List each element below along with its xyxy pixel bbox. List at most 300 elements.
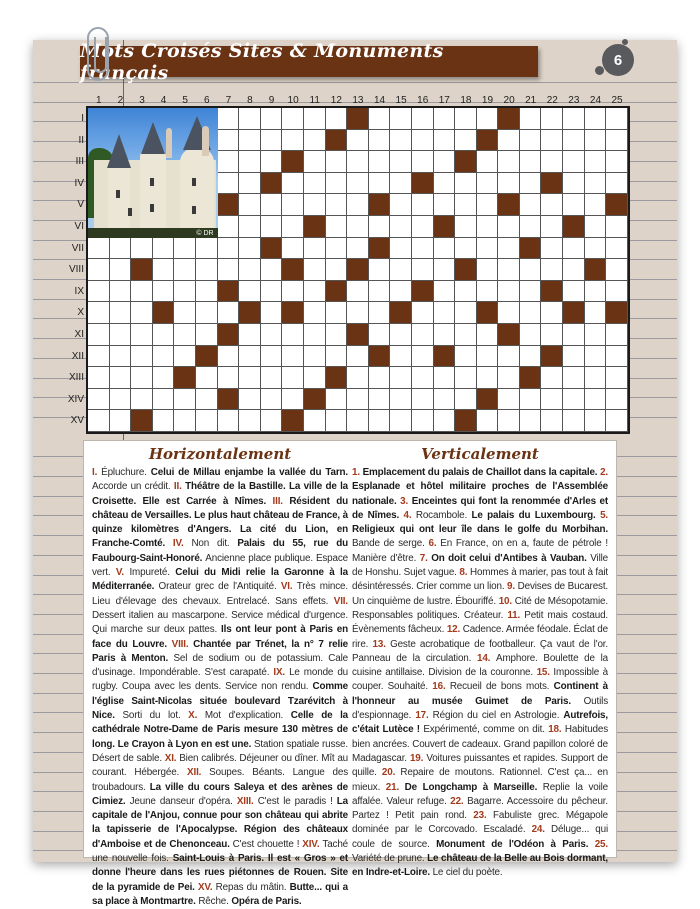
grid-cell[interactable] (88, 324, 110, 346)
grid-cell[interactable] (218, 108, 240, 130)
grid-cell[interactable] (541, 302, 563, 324)
grid-cell[interactable] (455, 130, 477, 152)
grid-cell[interactable] (434, 302, 456, 324)
grid-cell[interactable] (498, 389, 520, 411)
grid-cell[interactable] (153, 281, 175, 303)
grid-cell[interactable] (606, 151, 628, 173)
grid-cell[interactable] (347, 389, 369, 411)
grid-cell[interactable] (606, 346, 628, 368)
grid-cell[interactable] (282, 281, 304, 303)
grid-cell[interactable] (520, 151, 542, 173)
grid-cell[interactable] (282, 108, 304, 130)
grid-cell[interactable] (520, 108, 542, 130)
clue-text: Dessert italien au mascarpone. Service médical d'urgence. Qui marche sur deux pattes. (92, 609, 348, 636)
grid-cell[interactable] (369, 324, 391, 346)
black-cell (498, 324, 520, 346)
grid-cell[interactable] (477, 151, 499, 173)
grid-cell[interactable] (455, 389, 477, 411)
grid-cell[interactable] (520, 130, 542, 152)
grid-cell[interactable] (390, 173, 412, 195)
grid-cell[interactable] (585, 389, 607, 411)
grid-cell[interactable] (412, 389, 434, 411)
grid-cell[interactable] (498, 346, 520, 368)
grid-cell[interactable] (585, 173, 607, 195)
grid-cell[interactable] (110, 238, 132, 260)
grid-cell[interactable] (477, 194, 499, 216)
grid-cell[interactable] (369, 367, 391, 389)
grid-cell[interactable] (520, 173, 542, 195)
grid-cell[interactable] (282, 238, 304, 260)
grid-cell[interactable] (261, 194, 283, 216)
grid-cell[interactable] (498, 281, 520, 303)
grid-cell[interactable] (434, 238, 456, 260)
grid-cell[interactable] (326, 151, 348, 173)
grid-cell[interactable] (520, 259, 542, 281)
grid-cell[interactable] (282, 346, 304, 368)
grid-cell[interactable] (541, 151, 563, 173)
grid-cell[interactable] (455, 346, 477, 368)
grid-cell[interactable] (196, 238, 218, 260)
grid-cell[interactable] (412, 151, 434, 173)
grid-cell[interactable] (520, 346, 542, 368)
grid-cell[interactable] (390, 367, 412, 389)
grid-cell[interactable] (412, 259, 434, 281)
grid-cell[interactable] (498, 216, 520, 238)
grid-cell[interactable] (261, 302, 283, 324)
grid-cell[interactable] (239, 130, 261, 152)
grid-cell[interactable] (477, 238, 499, 260)
grid-cell[interactable] (434, 324, 456, 346)
grid-cell[interactable] (218, 216, 240, 238)
grid-cell[interactable] (261, 367, 283, 389)
grid-cell[interactable] (174, 238, 196, 260)
grid-cell[interactable] (326, 259, 348, 281)
grid-cell[interactable] (563, 238, 585, 260)
grid-cell[interactable] (261, 324, 283, 346)
grid-cell[interactable] (218, 346, 240, 368)
grid-cell[interactable] (304, 151, 326, 173)
grid-cell[interactable] (347, 173, 369, 195)
grid-cell[interactable] (218, 130, 240, 152)
grid-cell[interactable] (541, 194, 563, 216)
grid-cell[interactable] (390, 410, 412, 432)
grid-cell[interactable] (477, 216, 499, 238)
grid-cell[interactable] (369, 410, 391, 432)
grid-cell[interactable] (174, 389, 196, 411)
grid-cell[interactable] (326, 346, 348, 368)
grid-cell[interactable] (131, 346, 153, 368)
grid-cell[interactable] (412, 324, 434, 346)
grid-cell[interactable] (347, 216, 369, 238)
grid-cell[interactable] (174, 324, 196, 346)
grid-cell[interactable] (304, 346, 326, 368)
grid-cell[interactable] (585, 324, 607, 346)
grid-cell[interactable] (563, 324, 585, 346)
grid-cell[interactable] (585, 130, 607, 152)
grid-cell[interactable] (218, 238, 240, 260)
grid-cell[interactable] (390, 238, 412, 260)
clue-text: Repas du mâtin. (215, 881, 290, 893)
grid-cell[interactable] (304, 130, 326, 152)
grid-cell[interactable] (347, 410, 369, 432)
grid-cell[interactable] (434, 281, 456, 303)
grid-cell[interactable] (390, 346, 412, 368)
grid-cell[interactable] (606, 410, 628, 432)
grid-cell[interactable] (153, 324, 175, 346)
grid-cell[interactable] (541, 367, 563, 389)
grid-cell[interactable] (563, 281, 585, 303)
grid-cell[interactable] (541, 410, 563, 432)
grid-cell[interactable] (326, 324, 348, 346)
clue-number: XI. (164, 752, 180, 764)
grid-cell[interactable] (239, 367, 261, 389)
grid-cell[interactable] (131, 281, 153, 303)
grid-cell[interactable] (110, 367, 132, 389)
grid-cell[interactable] (326, 173, 348, 195)
grid-cell[interactable] (88, 259, 110, 281)
grid-cell[interactable] (239, 108, 261, 130)
grid-cell[interactable] (606, 108, 628, 130)
grid-cell[interactable] (606, 238, 628, 260)
grid-cell[interactable] (347, 281, 369, 303)
grid-cell[interactable] (369, 259, 391, 281)
grid-cell[interactable] (498, 367, 520, 389)
clue-number: 25. (594, 838, 608, 850)
grid-cell[interactable] (455, 238, 477, 260)
grid-cell[interactable] (326, 108, 348, 130)
grid-cell[interactable] (347, 367, 369, 389)
grid-cell[interactable] (110, 302, 132, 324)
grid-cell[interactable] (520, 194, 542, 216)
grid-cell[interactable] (390, 151, 412, 173)
grid-cell[interactable] (606, 367, 628, 389)
grid-cell[interactable] (153, 238, 175, 260)
grid-cell[interactable] (455, 367, 477, 389)
grid-cell[interactable] (412, 194, 434, 216)
grid-cell[interactable] (326, 194, 348, 216)
grid-cell[interactable] (304, 238, 326, 260)
grid-cell[interactable] (369, 302, 391, 324)
clue-number: 13. (372, 638, 391, 650)
grid-cell[interactable] (585, 238, 607, 260)
grid-cell[interactable] (88, 367, 110, 389)
grid-cell[interactable] (606, 281, 628, 303)
grid-cell[interactable] (390, 324, 412, 346)
grid-cell[interactable] (434, 389, 456, 411)
grid-cell[interactable] (585, 194, 607, 216)
grid-cell[interactable] (541, 130, 563, 152)
grid-cell[interactable] (606, 324, 628, 346)
grid-cell[interactable] (218, 259, 240, 281)
grid-cell[interactable] (434, 367, 456, 389)
grid-cell[interactable] (196, 367, 218, 389)
grid-cell[interactable] (390, 389, 412, 411)
grid-cell[interactable] (563, 173, 585, 195)
grid-cell[interactable] (174, 281, 196, 303)
grid-cell[interactable] (477, 108, 499, 130)
grid-cell[interactable] (196, 281, 218, 303)
grid-cell[interactable] (239, 389, 261, 411)
grid-cell[interactable] (434, 130, 456, 152)
grid-cell[interactable] (239, 216, 261, 238)
grid-cell[interactable] (412, 216, 434, 238)
grid-cell[interactable] (304, 194, 326, 216)
grid-cell[interactable] (110, 346, 132, 368)
grid-cell[interactable] (434, 410, 456, 432)
grid-cell[interactable] (261, 216, 283, 238)
grid-cell[interactable] (369, 389, 391, 411)
grid-cell[interactable] (174, 410, 196, 432)
grid-cell[interactable] (88, 302, 110, 324)
grid-cell[interactable] (412, 108, 434, 130)
grid-cell[interactable] (541, 108, 563, 130)
grid-cell[interactable] (131, 389, 153, 411)
grid-cell[interactable] (347, 130, 369, 152)
grid-cell[interactable] (304, 367, 326, 389)
grid-cell[interactable] (196, 259, 218, 281)
grid-cell[interactable] (477, 410, 499, 432)
grid-cell[interactable] (434, 173, 456, 195)
grid-cell[interactable] (369, 281, 391, 303)
grid-cell[interactable] (261, 346, 283, 368)
grid-cell[interactable] (390, 130, 412, 152)
grid-cell[interactable] (606, 389, 628, 411)
grid-cell[interactable] (239, 173, 261, 195)
column-number: 24 (589, 95, 602, 106)
grid-cell[interactable] (261, 108, 283, 130)
grid-cell[interactable] (606, 259, 628, 281)
grid-cell[interactable] (304, 281, 326, 303)
grid-cell[interactable] (326, 389, 348, 411)
grid-cell[interactable] (390, 108, 412, 130)
grid-cell[interactable] (498, 130, 520, 152)
grid-cell[interactable] (282, 194, 304, 216)
grid-cell[interactable] (282, 324, 304, 346)
grid-cell[interactable] (282, 173, 304, 195)
grid-cell[interactable] (196, 324, 218, 346)
grid-cell[interactable] (174, 346, 196, 368)
grid-cell[interactable] (369, 173, 391, 195)
grid-cell[interactable] (477, 173, 499, 195)
grid-cell[interactable] (304, 302, 326, 324)
grid-cell[interactable] (585, 302, 607, 324)
grid-cell[interactable] (304, 173, 326, 195)
grid-cell[interactable] (196, 389, 218, 411)
grid-cell[interactable] (498, 302, 520, 324)
grid-cell[interactable] (88, 281, 110, 303)
grid-cell[interactable] (131, 324, 153, 346)
grid-cell[interactable] (110, 281, 132, 303)
grid-cell[interactable] (412, 346, 434, 368)
grid-cell[interactable] (606, 173, 628, 195)
grid-cell[interactable] (153, 410, 175, 432)
grid-cell[interactable] (153, 346, 175, 368)
clue-number: II. (173, 481, 186, 493)
grid-cell[interactable] (196, 302, 218, 324)
grid-cell[interactable] (498, 410, 520, 432)
grid-cell[interactable] (585, 367, 607, 389)
grid-cell[interactable] (520, 389, 542, 411)
grid-cell[interactable] (455, 194, 477, 216)
grid-cell[interactable] (261, 281, 283, 303)
grid-cell[interactable] (304, 324, 326, 346)
grid-cell[interactable] (541, 238, 563, 260)
grid-cell[interactable] (304, 259, 326, 281)
clue-text: Recueil de bons mots. (449, 681, 554, 693)
grid-cell[interactable] (304, 410, 326, 432)
grid-cell[interactable] (239, 194, 261, 216)
grid-cell[interactable] (282, 367, 304, 389)
grid-cell[interactable] (218, 410, 240, 432)
grid-cell[interactable] (477, 281, 499, 303)
grid-cell[interactable] (110, 389, 132, 411)
grid-cell[interactable] (477, 367, 499, 389)
grid-cell[interactable] (347, 302, 369, 324)
grid-cell[interactable] (196, 410, 218, 432)
grid-cell[interactable] (455, 302, 477, 324)
grid-cell[interactable] (261, 259, 283, 281)
grid-cell[interactable] (131, 367, 153, 389)
grid-cell[interactable] (218, 367, 240, 389)
grid-cell[interactable] (218, 302, 240, 324)
grid-cell[interactable] (498, 238, 520, 260)
grid-cell[interactable] (585, 108, 607, 130)
grid-cell[interactable] (585, 216, 607, 238)
grid-cell[interactable] (304, 108, 326, 130)
grid-cell[interactable] (110, 324, 132, 346)
grid-cell[interactable] (239, 346, 261, 368)
grid-cell[interactable] (498, 259, 520, 281)
grid-cell[interactable] (606, 216, 628, 238)
grid-cell[interactable] (261, 389, 283, 411)
grid-cell[interactable] (174, 302, 196, 324)
grid-cell[interactable] (326, 302, 348, 324)
grid-cell[interactable] (498, 173, 520, 195)
grid-cell[interactable] (326, 238, 348, 260)
grid-cell[interactable] (477, 259, 499, 281)
grid-cell[interactable] (412, 410, 434, 432)
grid-cell[interactable] (88, 238, 110, 260)
grid-cell[interactable] (261, 151, 283, 173)
grid-cell[interactable] (455, 281, 477, 303)
grid-cell[interactable] (239, 151, 261, 173)
grid-cell[interactable] (520, 410, 542, 432)
grid-cell[interactable] (412, 302, 434, 324)
grid-cell[interactable] (434, 194, 456, 216)
grid-cell[interactable] (369, 130, 391, 152)
horizontal-clues (90, 443, 350, 907)
grid-cell[interactable] (390, 281, 412, 303)
grid-cell[interactable] (261, 410, 283, 432)
grid-cell[interactable] (239, 259, 261, 281)
grid-cell[interactable] (282, 389, 304, 411)
grid-cell[interactable] (347, 194, 369, 216)
grid-cell[interactable] (520, 216, 542, 238)
grid-cell[interactable] (369, 108, 391, 130)
grid-cell[interactable] (563, 367, 585, 389)
grid-cell[interactable] (88, 389, 110, 411)
grid-cell[interactable] (585, 346, 607, 368)
grid-cell[interactable] (434, 108, 456, 130)
grid-cell[interactable] (218, 151, 240, 173)
grid-cell[interactable] (153, 389, 175, 411)
grid-cell[interactable] (347, 238, 369, 260)
grid-cell[interactable] (412, 238, 434, 260)
grid-cell[interactable] (585, 410, 607, 432)
grid-cell[interactable] (390, 259, 412, 281)
grid-cell[interactable] (282, 130, 304, 152)
grid-cell[interactable] (520, 281, 542, 303)
grid-cell[interactable] (239, 410, 261, 432)
grid-cell[interactable] (520, 302, 542, 324)
grid-cell[interactable] (541, 216, 563, 238)
grid-cell[interactable] (541, 259, 563, 281)
grid-cell[interactable] (131, 302, 153, 324)
grid-cell[interactable] (477, 324, 499, 346)
grid-cell[interactable] (455, 324, 477, 346)
grid-cell[interactable] (347, 346, 369, 368)
grid-cell[interactable] (369, 151, 391, 173)
grid-cell[interactable] (239, 324, 261, 346)
grid-cell[interactable] (110, 259, 132, 281)
grid-cell[interactable] (218, 173, 240, 195)
grid-cell[interactable] (455, 108, 477, 130)
grid-cell[interactable] (563, 389, 585, 411)
grid-cell[interactable] (520, 324, 542, 346)
grid-cell[interactable] (131, 238, 153, 260)
grid-cell[interactable] (282, 216, 304, 238)
grid-cell[interactable] (585, 281, 607, 303)
grid-cell[interactable] (326, 410, 348, 432)
grid-cell[interactable] (153, 367, 175, 389)
grid-cell[interactable] (88, 346, 110, 368)
grid-cell[interactable] (563, 410, 585, 432)
grid-cell[interactable] (326, 216, 348, 238)
grid-cell[interactable] (412, 130, 434, 152)
grid-cell[interactable] (88, 410, 110, 432)
clue-number: 7. (419, 552, 432, 564)
grid-cell[interactable] (174, 259, 196, 281)
grid-cell[interactable] (110, 410, 132, 432)
grid-cell[interactable] (261, 130, 283, 152)
grid-cell[interactable] (606, 130, 628, 152)
grid-cell[interactable] (153, 259, 175, 281)
grid-cell[interactable] (455, 216, 477, 238)
grid-cell[interactable] (563, 194, 585, 216)
grid-cell[interactable] (563, 151, 585, 173)
grid-cell[interactable] (390, 216, 412, 238)
clue-text: Taché une nouvelle fois. (92, 838, 349, 865)
grid-cell[interactable] (390, 194, 412, 216)
grid-cell[interactable] (239, 238, 261, 260)
grid-cell[interactable] (498, 151, 520, 173)
grid-cell[interactable] (563, 108, 585, 130)
grid-cell[interactable] (412, 367, 434, 389)
grid-cell[interactable] (563, 130, 585, 152)
grid-cell[interactable] (477, 346, 499, 368)
grid-cell[interactable] (541, 389, 563, 411)
grid-cell[interactable] (347, 151, 369, 173)
grid-cell[interactable] (541, 324, 563, 346)
grid-cell[interactable] (455, 173, 477, 195)
grid-cell[interactable] (434, 259, 456, 281)
grid-cell[interactable] (585, 151, 607, 173)
grid-cell[interactable] (563, 346, 585, 368)
grid-cell[interactable] (563, 259, 585, 281)
grid-cell[interactable] (434, 151, 456, 173)
grid-cell[interactable] (369, 216, 391, 238)
grid-cell[interactable] (239, 281, 261, 303)
